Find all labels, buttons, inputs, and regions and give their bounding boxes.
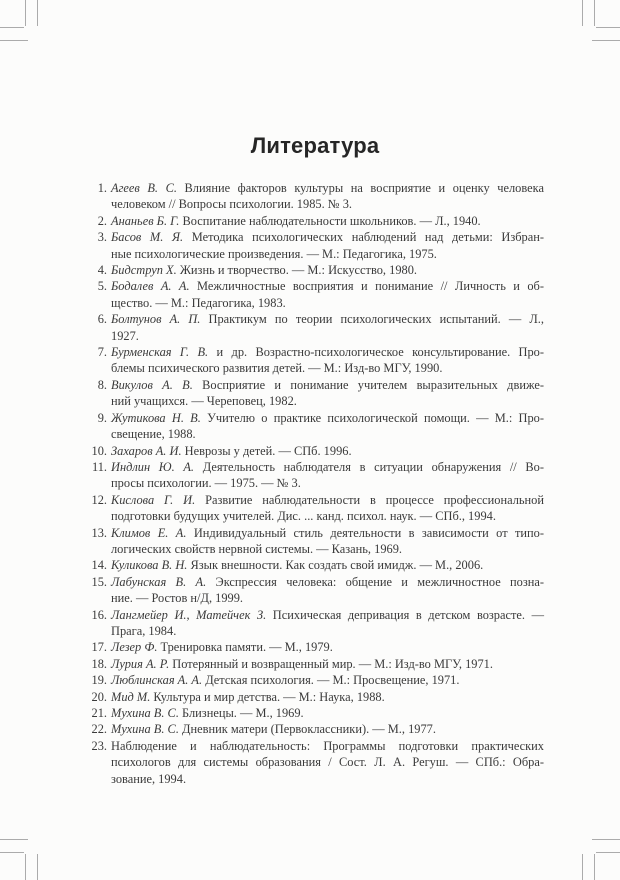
entry-author: Мид М. (111, 689, 154, 704)
entry-author: Лабунская В. А. (111, 574, 216, 589)
crop-mark-top-left-v1 (25, 0, 26, 26)
entry-line: Куликова В. Н. Язык внешности. Как создать свой имидж. — М., 2006. (111, 558, 484, 573)
crop-mark-top-right-h2 (592, 40, 620, 41)
entry-author: Бодалев А. А. (111, 279, 198, 294)
reference-entry (86, 492, 544, 525)
entry-line: ние. — Ростов н/Д, 1999. (111, 591, 244, 606)
entry-line: Мухина В. С. Дневник матери (Первоклассники). — М., 1977. (111, 722, 436, 737)
reference-entry (86, 672, 544, 688)
entry-number: 15. (91, 574, 107, 589)
entry-number: 13. (91, 525, 107, 540)
entry-text (111, 525, 544, 558)
reference-entry (86, 459, 544, 492)
entry-line: Лабунская В. А. Экспрессия человека: общение и межличностное позна- (111, 574, 545, 589)
entry-line: Захаров А. И. Неврозы у детей. — СПб. 1996. (111, 443, 352, 458)
references-list (86, 180, 544, 787)
entry-line: Лангмейер И., Матейчек З. Психическая депривация в детском возрасте. — (111, 607, 544, 622)
crop-mark-bottom-right-h2 (592, 839, 620, 840)
reference-entry (86, 213, 544, 229)
entry-text (111, 492, 544, 525)
entry-author: Индлин Ю. А. (111, 459, 203, 474)
entry-line: Наблюдение и наблюдательность: Программы подготовки практических (111, 738, 544, 753)
entry-text (111, 705, 544, 721)
entry-number: 22. (91, 722, 107, 737)
crop-mark-bottom-left-v2 (37, 854, 38, 880)
reference-entry (86, 607, 544, 640)
entry-author: Лезер Ф. (111, 640, 161, 655)
entry-line: Мухина В. С. Близнецы. — М., 1969. (111, 706, 304, 720)
entry-line: Климов Е. А. Индивидуальный стиль деятельности в зависимости от типо- (111, 525, 545, 540)
entry-text (111, 656, 544, 672)
entry-line: просы психологии. — 1975. — № 3. (111, 476, 301, 491)
entry-line: Лезер Ф. Тренировка памяти. — М., 1979. (111, 640, 333, 655)
entry-number: 21. (91, 706, 107, 720)
crop-mark-bottom-left-h2 (0, 839, 28, 840)
entry-author: Викулов А. В. (111, 377, 203, 392)
entry-line: ные психологические произведения. — М.: Педагогика, 1975. (111, 246, 437, 261)
crop-mark-top-left-h2 (0, 40, 28, 41)
reference-entry (86, 443, 544, 459)
entry-author: Жутикова Н. В. (111, 410, 208, 425)
entry-number: 1. (97, 181, 107, 195)
entry-number: 9. (97, 410, 107, 425)
entry-number: 12. (91, 492, 107, 507)
entry-author: Мухина В. С. (111, 722, 183, 737)
entry-author: Бидструп Х. (111, 263, 180, 278)
reference-entry (86, 311, 544, 344)
entry-line: Болтунов А. П. Практикум по теории психологических испытаний. — Л., (111, 312, 544, 327)
entry-line: блемы психического развития детей. — М.: Изд-во МГУ, 1990. (111, 361, 443, 376)
crop-mark-bottom-left-v1 (25, 854, 26, 880)
entry-author: Лангмейер И., Матейчек З. (111, 607, 273, 622)
entry-line: Люблинская А. А. Детская психология. — М.: Просвещение, 1971. (111, 673, 460, 688)
reference-entry (86, 656, 544, 672)
reference-entry (86, 410, 544, 443)
crop-mark-bottom-right-v1 (594, 854, 595, 880)
reference-entry (86, 344, 544, 377)
entry-author: Кислова Г. И. (111, 492, 206, 507)
entry-author: Бурменская Г. В. (111, 345, 217, 360)
entry-line: логических свойств нервной системы. — Казань, 1969. (111, 541, 403, 556)
entry-number: 18. (91, 656, 107, 671)
entry-number: 10. (91, 443, 107, 458)
entry-author: Ананьев Б. Г. (111, 213, 183, 228)
entry-number: 16. (91, 607, 107, 622)
entry-text (111, 607, 544, 640)
reference-entry (86, 229, 544, 262)
crop-mark-top-right-h1 (596, 27, 620, 28)
reference-entry (86, 721, 544, 737)
entry-line: Ананьев Б. Г. Воспитание наблюдательности школьников. — Л., 1940. (111, 213, 481, 228)
entry-line: человеком // Вопросы психологии. 1985. № 3. (111, 197, 352, 212)
entry-line: подготовки будущих учителей. Дис. ... канд. психол. наук. — СПб., 1994. (111, 509, 496, 524)
entry-number: 6. (97, 312, 107, 327)
entry-line: Индлин Ю. А. Деятельность наблюдателя в ситуации обнаружения // Во- (111, 459, 544, 474)
reference-entry (86, 278, 544, 311)
entry-number: 14. (91, 558, 107, 573)
reference-entry (86, 262, 544, 278)
entry-line: Кислова Г. И. Развитие наблюдательности в процессе профессиональной (111, 492, 544, 507)
crop-mark-bottom-right-h1 (596, 852, 620, 853)
entry-text (111, 574, 544, 607)
reference-entry (86, 557, 544, 573)
entry-text (111, 721, 544, 737)
reference-entry (86, 639, 544, 655)
entry-number: 23. (91, 738, 107, 753)
entry-line: психологов для системы образования / Сост. Л. А. Регуш. — СПб.: Обра- (111, 755, 544, 770)
entry-text (111, 262, 544, 278)
entry-text (111, 557, 544, 573)
crop-mark-top-left-v2 (37, 0, 38, 26)
entry-line: Жутикова Н. В. Учителю о практике психологической помощи. — М.: Про- (111, 410, 545, 425)
entry-text (111, 738, 544, 787)
entry-number: 20. (91, 689, 107, 704)
entry-author: Агеев В. С. (111, 181, 185, 195)
entry-text (111, 229, 544, 262)
entry-number: 7. (97, 345, 107, 360)
entry-text (111, 180, 544, 213)
entry-text (111, 213, 544, 229)
entry-author: Мухина В. С. (111, 706, 183, 720)
entry-line: свещение, 1988. (111, 427, 196, 442)
entry-author: Басов М. Я. (111, 230, 192, 245)
entry-author: Климов Е. А. (111, 525, 194, 540)
page-title: Литература (250, 133, 380, 158)
entry-line: Мид М. Культура и мир детства. — М.: Наука, 1988. (111, 689, 385, 704)
entry-line: Викулов А. В. Восприятие и понимание учителем выразительных движе- (111, 377, 544, 392)
page-content (86, 0, 544, 787)
entry-text (111, 459, 544, 492)
entry-number: 2. (97, 213, 107, 228)
crop-mark-bottom-right-v2 (582, 854, 583, 880)
entry-line: Лурия А. Р. Потерянный и возвращенный мир. — М.: Изд-во МГУ, 1971. (111, 656, 493, 671)
entry-text (111, 689, 544, 705)
reference-entry (86, 574, 544, 607)
crop-mark-top-right-v1 (594, 0, 595, 26)
reference-entry (86, 738, 544, 787)
entry-author: Люблинская А. А. (111, 673, 206, 688)
entry-number: 17. (91, 640, 107, 655)
entry-author: Болтунов А. П. (111, 312, 209, 327)
entry-text (111, 278, 544, 311)
entry-text (111, 443, 544, 459)
entry-number: 11. (91, 459, 107, 474)
crop-mark-bottom-left-h1 (0, 852, 24, 853)
entry-line: Бодалев А. А. Межличностные восприятия и понимание // Личность и об- (111, 279, 544, 294)
entry-line: 1927. (111, 328, 139, 343)
entry-text (111, 311, 544, 344)
reference-entry (86, 180, 544, 213)
entry-line: Агеев В. С. Влияние факторов культуры на восприятие и оценку человека (111, 181, 544, 195)
entry-line: Бидструп Х. Жизнь и творчество. — М.: Искусство, 1980. (111, 263, 418, 278)
entry-text (111, 344, 544, 377)
crop-mark-top-right-v2 (582, 0, 583, 26)
entry-author: Куликова В. Н. (111, 558, 191, 573)
entry-text (111, 639, 544, 655)
reference-entry (86, 705, 544, 721)
crop-mark-top-left-h1 (0, 27, 24, 28)
entry-number: 4. (97, 263, 107, 278)
entry-number: 3. (97, 230, 107, 245)
entry-number: 19. (91, 673, 107, 688)
entry-line: Басов М. Я. Методика психологических наблюдений над детьми: Избран- (111, 230, 544, 245)
entry-line: ний учащихся. — Череповец, 1982. (111, 394, 297, 409)
entry-line: Бурменская Г. В. и др. Возрастно-психологическое консультирование. Про- (111, 345, 544, 360)
entry-author: Лурия А. Р. (111, 656, 173, 671)
reference-entry (86, 377, 544, 410)
entry-number: 8. (97, 377, 107, 392)
reference-entry (86, 525, 544, 558)
entry-text (111, 410, 544, 443)
entry-text (111, 377, 544, 410)
entry-text (111, 672, 544, 688)
entry-line: щество. — М.: Педагогика, 1983. (111, 295, 286, 310)
entry-number: 5. (97, 279, 107, 294)
entry-author: Захаров А. И. (111, 443, 185, 458)
reference-entry (86, 689, 544, 705)
entry-line: Прага, 1984. (111, 623, 177, 638)
entry-line: зование, 1994. (111, 771, 187, 786)
